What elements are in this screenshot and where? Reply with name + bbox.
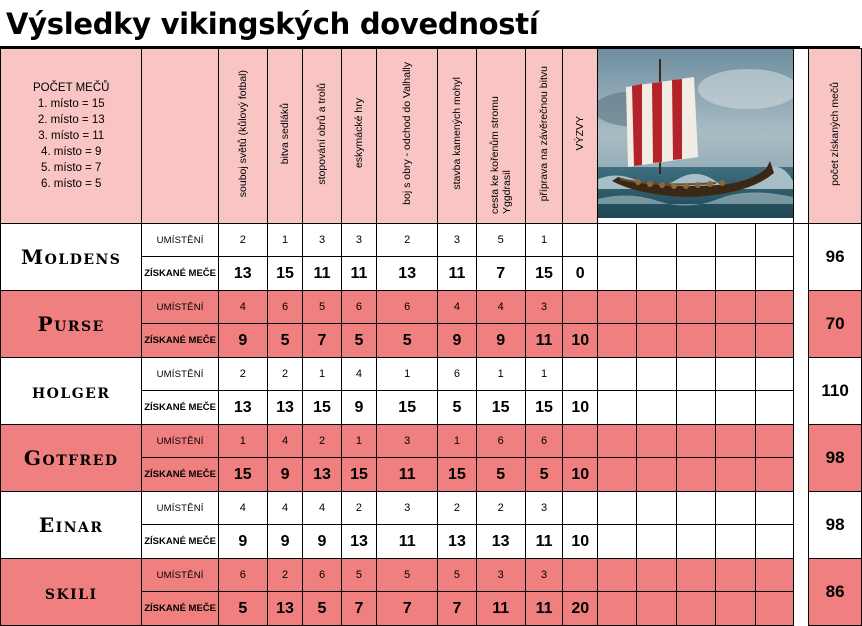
- legend-cell: [1, 49, 142, 224]
- team-name[interactable]: skili: [1, 559, 142, 626]
- placement-cell[interactable]: 6: [267, 291, 302, 324]
- swords-cell[interactable]: 13: [218, 257, 267, 291]
- swords-label: ZÍSKANÉ MEČE: [142, 257, 218, 291]
- empty-cell[interactable]: [676, 224, 715, 257]
- placement-cell[interactable]: [563, 559, 598, 592]
- swords-cell[interactable]: 13: [341, 525, 376, 559]
- swords-cell[interactable]: 9: [476, 324, 525, 358]
- placement-cell[interactable]: 4: [218, 291, 267, 324]
- placement-cell[interactable]: 5: [476, 224, 525, 257]
- empty-cell[interactable]: [716, 257, 755, 291]
- empty-cell[interactable]: [676, 257, 715, 291]
- empty-cell[interactable]: [755, 492, 793, 525]
- placement-cell[interactable]: 6: [476, 425, 525, 458]
- placement-cell[interactable]: 2: [377, 224, 438, 257]
- placement-cell[interactable]: 2: [267, 559, 302, 592]
- column-header: příprava na závěrečnou bitvu: [525, 49, 563, 224]
- empty-cell[interactable]: [716, 391, 755, 425]
- swords-cell[interactable]: 15: [438, 458, 476, 492]
- empty-cell[interactable]: [716, 224, 755, 257]
- placement-cell[interactable]: 3: [525, 291, 563, 324]
- placement-cell[interactable]: 2: [267, 358, 302, 391]
- placement-cell[interactable]: 2: [303, 425, 341, 458]
- swords-label: ZÍSKANÉ MEČE: [142, 324, 218, 358]
- swords-cell[interactable]: 9: [341, 391, 376, 425]
- placement-cell[interactable]: [563, 492, 598, 525]
- swords-cell[interactable]: 5: [476, 458, 525, 492]
- swords-cell[interactable]: 5: [438, 391, 476, 425]
- swords-cell[interactable]: 10: [563, 458, 598, 492]
- swords-cell[interactable]: 15: [267, 257, 302, 291]
- empty-cell[interactable]: [598, 358, 637, 391]
- legend-line: 2. místo = 13: [37, 114, 105, 126]
- placement-cell[interactable]: 3: [525, 492, 563, 525]
- column-header: VÝZVY: [563, 49, 598, 224]
- team-placement-row: [1, 291, 862, 324]
- placement-cell[interactable]: 6: [438, 358, 476, 391]
- column-header: cesta ke kořenům stromu Yggdrasil: [476, 49, 525, 224]
- team-name[interactable]: Gotfred: [1, 425, 142, 492]
- empty-cell[interactable]: [755, 224, 793, 257]
- swords-cell[interactable]: 11: [476, 592, 525, 626]
- empty-cell[interactable]: [598, 425, 637, 458]
- empty-cell[interactable]: [676, 559, 715, 592]
- placement-cell[interactable]: 1: [303, 358, 341, 391]
- empty-cell[interactable]: [676, 324, 715, 358]
- empty-cell[interactable]: [755, 458, 793, 492]
- placement-cell[interactable]: 3: [377, 492, 438, 525]
- placement-cell[interactable]: 4: [267, 492, 302, 525]
- placement-cell[interactable]: 2: [218, 224, 267, 257]
- team-placement-row: [1, 492, 862, 525]
- placement-cell[interactable]: 3: [438, 224, 476, 257]
- placement-cell[interactable]: 1: [525, 224, 563, 257]
- swords-cell[interactable]: 15: [377, 391, 438, 425]
- empty-cell[interactable]: [755, 324, 793, 358]
- placement-cell[interactable]: 2: [341, 492, 376, 525]
- team-name[interactable]: Einar: [1, 492, 142, 559]
- empty-cell[interactable]: [598, 559, 637, 592]
- swords-cell[interactable]: 7: [438, 592, 476, 626]
- team-total[interactable]: 70: [809, 291, 862, 358]
- team-placement-row: [1, 425, 862, 458]
- swords-cell[interactable]: 13: [438, 525, 476, 559]
- team-placement-row: [1, 559, 862, 592]
- swords-cell[interactable]: 13: [303, 458, 341, 492]
- gap-cell: [794, 559, 809, 592]
- swords-cell[interactable]: 5: [525, 458, 563, 492]
- swords-cell[interactable]: 13: [218, 391, 267, 425]
- placement-label: UMÍSTĚNÍ: [142, 492, 218, 525]
- empty-cell[interactable]: [637, 224, 676, 257]
- placement-label: UMÍSTĚNÍ: [142, 358, 218, 391]
- swords-cell[interactable]: 15: [525, 391, 563, 425]
- empty-cell[interactable]: [716, 492, 755, 525]
- empty-cell[interactable]: [716, 559, 755, 592]
- empty-cell[interactable]: [676, 458, 715, 492]
- empty-cell[interactable]: [676, 358, 715, 391]
- swords-cell[interactable]: 13: [267, 592, 302, 626]
- team-total[interactable]: 98: [809, 425, 862, 492]
- placement-label: UMÍSTĚNÍ: [142, 291, 218, 324]
- swords-cell[interactable]: 5: [303, 592, 341, 626]
- header-row: [1, 49, 862, 224]
- header-blank-cell: [142, 49, 218, 224]
- empty-cell[interactable]: [755, 257, 793, 291]
- placement-cell[interactable]: [563, 358, 598, 391]
- swords-cell[interactable]: 10: [563, 324, 598, 358]
- placement-cell[interactable]: 6: [341, 291, 376, 324]
- team-name[interactable]: holger: [1, 358, 142, 425]
- legend-line: 4. místo = 9: [41, 146, 102, 158]
- empty-cell[interactable]: [598, 391, 637, 425]
- swords-cell[interactable]: 9: [267, 458, 302, 492]
- placement-cell[interactable]: 3: [341, 224, 376, 257]
- swords-cell[interactable]: 7: [476, 257, 525, 291]
- empty-cell[interactable]: [676, 391, 715, 425]
- results-table: [0, 48, 862, 626]
- swords-cell[interactable]: 13: [267, 391, 302, 425]
- swords-cell[interactable]: 0: [563, 257, 598, 291]
- column-header: stopování obrů a trolů: [303, 49, 341, 224]
- swords-cell[interactable]: 9: [438, 324, 476, 358]
- swords-cell[interactable]: 11: [341, 257, 376, 291]
- placement-cell[interactable]: 5: [303, 291, 341, 324]
- gap-cell: [794, 391, 809, 425]
- placement-cell[interactable]: 1: [525, 358, 563, 391]
- empty-cell[interactable]: [676, 425, 715, 458]
- team-placement-row: [1, 358, 862, 391]
- swords-cell[interactable]: 7: [303, 324, 341, 358]
- empty-cell[interactable]: [598, 291, 637, 324]
- team-total[interactable]: 98: [809, 492, 862, 559]
- empty-cell[interactable]: [637, 525, 676, 559]
- placement-cell[interactable]: 4: [303, 492, 341, 525]
- gap-cell: [794, 291, 809, 324]
- empty-cell[interactable]: [755, 592, 793, 626]
- swords-cell[interactable]: 10: [563, 391, 598, 425]
- empty-cell[interactable]: [637, 492, 676, 525]
- placement-label: UMÍSTĚNÍ: [142, 559, 218, 592]
- empty-cell[interactable]: [637, 391, 676, 425]
- empty-cell[interactable]: [716, 324, 755, 358]
- gap-cell: [794, 425, 809, 458]
- placement-cell[interactable]: 5: [438, 559, 476, 592]
- team-total[interactable]: 86: [809, 559, 862, 626]
- placement-cell[interactable]: 4: [438, 291, 476, 324]
- placement-cell[interactable]: 6: [525, 425, 563, 458]
- page-title: Výsledky vikingských dovedností: [0, 0, 860, 48]
- swords-cell[interactable]: 11: [377, 458, 438, 492]
- empty-cell[interactable]: [676, 592, 715, 626]
- placement-cell[interactable]: 1: [218, 425, 267, 458]
- empty-cell[interactable]: [637, 458, 676, 492]
- gap-cell: [794, 49, 809, 224]
- swords-cell[interactable]: 7: [377, 592, 438, 626]
- empty-cell[interactable]: [716, 525, 755, 559]
- empty-cell[interactable]: [755, 525, 793, 559]
- gap-cell: [794, 525, 809, 559]
- swords-cell[interactable]: 10: [563, 525, 598, 559]
- empty-cell[interactable]: [755, 425, 793, 458]
- swords-cell[interactable]: 5: [377, 324, 438, 358]
- empty-cell[interactable]: [637, 425, 676, 458]
- placement-cell[interactable]: 2: [438, 492, 476, 525]
- empty-cell[interactable]: [716, 592, 755, 626]
- placement-cell[interactable]: [563, 224, 598, 257]
- swords-cell[interactable]: 5: [341, 324, 376, 358]
- empty-cell[interactable]: [755, 358, 793, 391]
- swords-cell[interactable]: 9: [267, 525, 302, 559]
- empty-cell[interactable]: [755, 291, 793, 324]
- legend-line: 3. místo = 11: [38, 130, 105, 142]
- column-header: boj s obry - odchod do Valhally: [377, 49, 438, 224]
- swords-cell[interactable]: 11: [525, 592, 563, 626]
- placement-cell[interactable]: 4: [218, 492, 267, 525]
- placement-cell[interactable]: 5: [341, 559, 376, 592]
- empty-cell[interactable]: [716, 358, 755, 391]
- empty-cell[interactable]: [637, 291, 676, 324]
- placement-cell[interactable]: 6: [218, 559, 267, 592]
- swords-cell[interactable]: 11: [303, 257, 341, 291]
- swords-cell[interactable]: 15: [341, 458, 376, 492]
- empty-cell[interactable]: [598, 324, 637, 358]
- team-total[interactable]: 110: [809, 358, 862, 425]
- swords-cell[interactable]: 11: [377, 525, 438, 559]
- swords-label: ZÍSKANÉ MEČE: [142, 525, 218, 559]
- empty-cell[interactable]: [755, 559, 793, 592]
- team-name[interactable]: Purse: [1, 291, 142, 358]
- placement-cell[interactable]: [563, 425, 598, 458]
- swords-cell[interactable]: 15: [218, 458, 267, 492]
- viking-ship-image: [598, 49, 794, 224]
- placement-cell[interactable]: 1: [267, 224, 302, 257]
- empty-cell[interactable]: [716, 425, 755, 458]
- placement-cell[interactable]: 1: [476, 358, 525, 391]
- placement-cell[interactable]: 4: [476, 291, 525, 324]
- placement-cell[interactable]: 1: [438, 425, 476, 458]
- gap-cell: [794, 224, 809, 257]
- placement-cell[interactable]: 4: [267, 425, 302, 458]
- empty-cell[interactable]: [637, 324, 676, 358]
- empty-cell[interactable]: [598, 592, 637, 626]
- placement-cell[interactable]: 2: [218, 358, 267, 391]
- placement-cell[interactable]: 6: [303, 559, 341, 592]
- column-header: stavba kamených mohyl: [438, 49, 476, 224]
- swords-cell[interactable]: 9: [303, 525, 341, 559]
- column-header: eskymácké hry: [341, 49, 376, 224]
- swords-label: ZÍSKANÉ MEČE: [142, 458, 218, 492]
- swords-cell[interactable]: 15: [525, 257, 563, 291]
- placement-cell[interactable]: 1: [377, 358, 438, 391]
- placement-label: UMÍSTĚNÍ: [142, 224, 218, 257]
- swords-cell[interactable]: 13: [377, 257, 438, 291]
- empty-cell[interactable]: [598, 525, 637, 559]
- swords-cell[interactable]: 15: [303, 391, 341, 425]
- empty-cell[interactable]: [676, 492, 715, 525]
- legend-line: 5. místo = 7: [41, 162, 102, 174]
- placement-cell[interactable]: 2: [476, 492, 525, 525]
- placement-cell[interactable]: 6: [377, 291, 438, 324]
- placement-cell[interactable]: 3: [525, 559, 563, 592]
- swords-cell[interactable]: 9: [218, 525, 267, 559]
- legend-heading: POČET MEČŮ: [32, 82, 110, 94]
- swords-cell[interactable]: 5: [218, 592, 267, 626]
- swords-label: ZÍSKANÉ MEČE: [142, 391, 218, 425]
- empty-cell[interactable]: [637, 257, 676, 291]
- gap-cell: [794, 324, 809, 358]
- empty-cell[interactable]: [598, 257, 637, 291]
- swords-label: ZÍSKANÉ MEČE: [142, 592, 218, 626]
- team-name[interactable]: Moldens: [1, 224, 142, 291]
- empty-cell[interactable]: [598, 458, 637, 492]
- empty-cell[interactable]: [637, 559, 676, 592]
- column-header: souboj světů (kůlový fotbal): [218, 49, 267, 224]
- swords-cell[interactable]: 11: [438, 257, 476, 291]
- empty-cell[interactable]: [637, 592, 676, 626]
- gap-cell: [794, 458, 809, 492]
- swords-cell[interactable]: 7: [341, 592, 376, 626]
- empty-cell[interactable]: [598, 224, 637, 257]
- placement-cell[interactable]: 3: [476, 559, 525, 592]
- empty-cell[interactable]: [637, 358, 676, 391]
- gap-cell: [794, 257, 809, 291]
- placement-cell[interactable]: 3: [377, 425, 438, 458]
- legend-line: 1. místo = 15: [37, 98, 105, 110]
- empty-cell[interactable]: [755, 391, 793, 425]
- gap-cell: [794, 358, 809, 391]
- empty-cell[interactable]: [676, 291, 715, 324]
- placement-label: UMÍSTĚNÍ: [142, 425, 218, 458]
- team-placement-row: [1, 224, 862, 257]
- empty-cell[interactable]: [598, 492, 637, 525]
- placement-cell[interactable]: 5: [377, 559, 438, 592]
- swords-cell[interactable]: 20: [563, 592, 598, 626]
- swords-cell[interactable]: 11: [525, 525, 563, 559]
- placement-cell[interactable]: 1: [341, 425, 376, 458]
- swords-cell[interactable]: 15: [476, 391, 525, 425]
- legend-line: 6. místo = 5: [41, 178, 102, 190]
- empty-cell[interactable]: [676, 525, 715, 559]
- empty-cell[interactable]: [716, 458, 755, 492]
- placement-cell[interactable]: 4: [341, 358, 376, 391]
- swords-cell[interactable]: 13: [476, 525, 525, 559]
- swords-cell[interactable]: 11: [525, 324, 563, 358]
- swords-cell[interactable]: 5: [267, 324, 302, 358]
- swords-cell[interactable]: 9: [218, 324, 267, 358]
- empty-cell[interactable]: [716, 291, 755, 324]
- column-header: bitva sedláků: [267, 49, 302, 224]
- viking-ship-image: [598, 49, 793, 218]
- team-total[interactable]: 96: [809, 224, 862, 291]
- placement-cell[interactable]: 3: [303, 224, 341, 257]
- gap-cell: [794, 492, 809, 525]
- placement-cell[interactable]: [563, 291, 598, 324]
- total-header: počet získaných mečů: [809, 49, 862, 224]
- gap-cell: [794, 592, 809, 626]
